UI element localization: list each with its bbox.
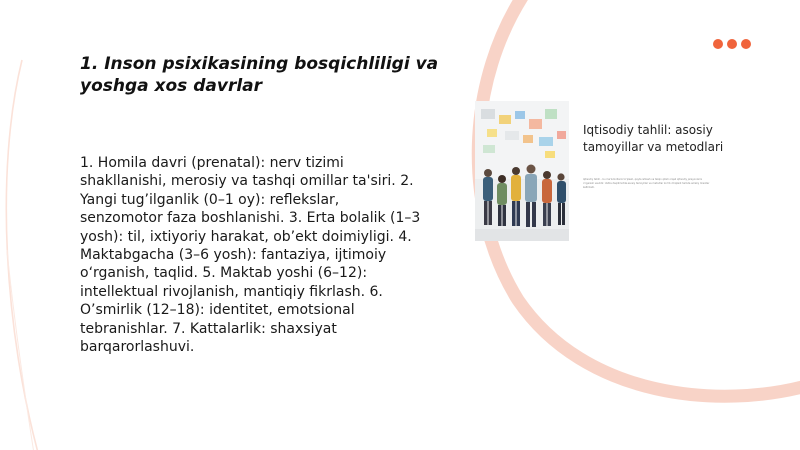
three-dots-icon[interactable] <box>713 39 751 49</box>
slide-body-text: 1. Homila davri (prenatal): nerv tizimi shakllanishi, merosiy va tashqi omillar ta'siri. 2. Yangi tug’ilganlik (0–1 oy): reflekslar, senzomotor faza boshlanishi. 3. Erta bolalik (1–3 yosh): til, ixtiyoriy harakat, ob’ekt doimiyligi. 4. Maktabgacha (3–6 yosh): fantaziya, ijtimoiy o‘rganish, taqlid. 5. Maktab yoshi (6–12): intellektual rivojlanish, mantiqiy fikrlash. 6. O’smirlik (12–18): identitet, emotsional tebranishlar. 7. Kattalarlik: shaxsiyat barqarorlashuvi. <box>80 155 421 356</box>
dot <box>741 39 751 49</box>
card-description: Iqtisodiy tahlil – bu ma'lumotlarni to'plash, qayta ishlash va talqin qilish orqali iqtisodiy jarayonlarni o'rganish usulidir. Ushbu taqdimotda asosiy tamoyillar va metodlar ko'rib chiqiladi hamda amaliy misollar keltiriladi. <box>583 178 710 190</box>
card-title: Iqtisodiy tahlil: asosiy tamoyillar va metodlari <box>583 123 724 154</box>
dot <box>727 39 737 49</box>
dot <box>713 39 723 49</box>
preview-image <box>475 101 569 241</box>
slide-title: 1. Inson psixikasining bosqichliligi va yoshga xos davrlar <box>80 54 439 96</box>
team-illustration <box>475 101 569 241</box>
